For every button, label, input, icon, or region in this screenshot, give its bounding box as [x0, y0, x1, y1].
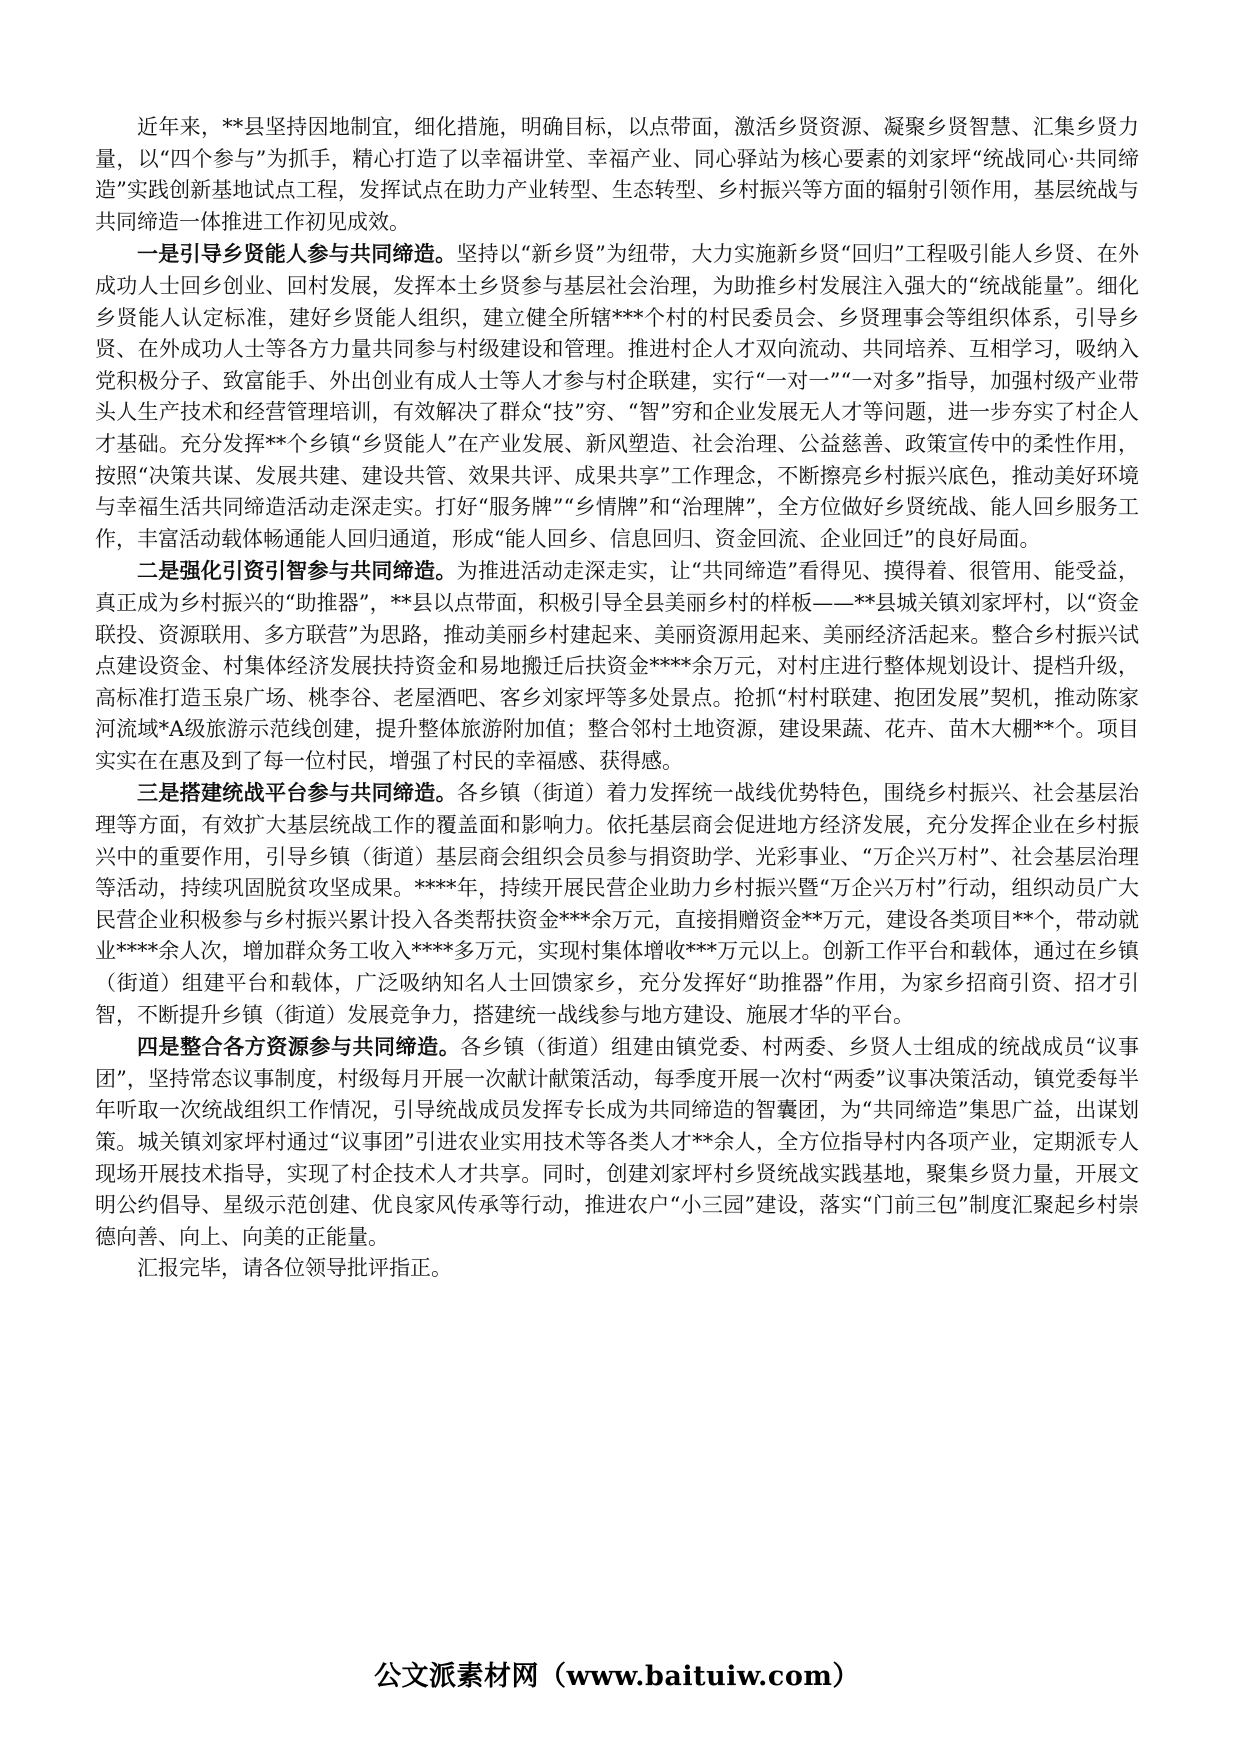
footer-watermark: 公文派素材网（www.baituiw.com） [374, 1661, 860, 1692]
paragraph-text: 为推进活动走深走实，让“共同缔造”看得见、摸得着、很管用、能受益，真正成为乡村振兴的“助推器”，**县以点带面，积极引导全县美丽乡村的样板——**县城关镇刘家坪村，以“资金联投、资源联用、多方联营”为思路，推动美丽乡村建起来、美丽资源用起来、美丽经济活起来。整合乡村振兴试点建设资金、村集体经济发展扶持资金和易地搬迁后扶资金****余万元，对村庄进行整体规划设计、提档升级，高标准打造玉泉广场、桃李谷、老屋酒吧、客乡刘家坪等多处景点。抢抓“村村联建、抱团发展”契机，推动陈家河流域*A级旅游示范线创建，提升整体旅游附加值；整合邻村土地资源，建设果蔬、花卉、苗木大棚**个。项目实实在在惠及到了每一位村民，增强了村民的幸福感、获得感。 [95, 559, 1139, 773]
intro-paragraph [95, 112, 1139, 238]
paragraph-text: 各乡镇（街道）着力发挥统一战线优势特色，围绕乡村振兴、社会基层治理等方面，有效扩大基层统战工作的覆盖面和影响力。依托基层商会促进地方经济发展，充分发挥企业在乡村振兴中的重要作用，引导乡镇（街道）基层商会组织会员参与捐资助学、光彩事业、“万企兴万村”、社会基层治理等活动，持续巩固脱贫攻坚成果。****年，持续开展民营企业助力乡村振兴暨“万企兴万村”行动，组织动员广大民营企业积极参与乡村振兴累计投入各类帮扶资金***余万元，直接捐赠资金**万元，建设各类项目**个，带动就业****余人次，增加群众务工收入****多万元，实现村集体增收***万元以上。创新工作平台和载体，通过在乡镇（街道）组建平台和载体，广泛吸纳知名人士回馈家乡，充分发挥好“助推器”作用，为家乡招商引资、招才引智，不断提升乡镇（街道）发展竞争力，搭建统一战线参与地方建设、施展才华的平台。 [95, 781, 1139, 1027]
section-2-paragraph [95, 555, 1139, 777]
paragraph-text: 近年来，**县坚持因地制宜，细化措施，明确目标，以点带面，激活乡贤资源、凝聚乡贤智慧、汇集乡贤力量，以“四个参与”为抓手，精心打造了以幸福讲堂、幸福产业、同心驿站为核心要素的刘家坪“统战同心·共同缔造”实践创新基地试点工程，发挥试点在助力产业转型、生态转型、乡村振兴等方面的辐射引领作用，基层统战与共同缔造一体推进工作初见成效。 [95, 115, 1139, 234]
paragraph-text: 坚持以“新乡贤”为纽带，大力实施新乡贤“回归”工程吸引能人乡贤、在外成功人士回乡创业、回村发展，发挥本土乡贤参与基层社会治理，为助推乡村发展注入强大的“统战能量”。细化乡贤能人认定标准，建好乡贤能人组织，建立健全所辖***个村的村民委员会、乡贤理事会等组织体系，引导乡贤、在外成功人士等各方力量共同参与村级建设和管理。推进村企人才双向流动、共同培养、互相学习，吸纳入党积极分子、致富能手、外出创业有成人士等人才参与村企联建，实行“一对一”“一对多”指导，加强村级产业带头人生产技术和经营管理培训，有效解决了群众“技”穷、“智”穷和企业发展无人才等问题，进一步夯实了村企人才基础。充分发挥**个乡镇“乡贤能人”在产业发展、新风塑造、社会治理、公益慈善、政策宣传中的柔性作用，按照“决策共谋、发展共建、建设共管、效果共评、成果共享”工作理念，不断擦亮乡村振兴底色，推动美好环境与幸福生活共同缔造活动走深走实。打好“服务牌”“乡情牌”和“治理牌”，全方位做好乡贤统战、能人回乡服务工作，丰富活动载体畅通能人回归通道，形成“能人回乡、信息回归、资金回流、企业回迁”的良好局面。 [95, 242, 1139, 551]
paragraph-text: 汇报完毕，请各位领导批评指正。 [137, 1256, 452, 1281]
section-3-heading: 三是搭建统战平台参与共同缔造。 [137, 780, 457, 806]
document-body [95, 112, 1139, 1285]
section-1-paragraph [95, 238, 1139, 555]
section-4-heading: 四是整合各方资源参与共同缔造。 [137, 1034, 461, 1060]
closing-paragraph [95, 1253, 1139, 1285]
section-3-paragraph [95, 777, 1139, 1031]
paragraph-text: 各乡镇（街道）组建由镇党委、村两委、乡贤人士组成的统战成员“议事团”，坚持常态议事制度，村级每月开展一次献计献策活动，每季度开展一次村“两委”议事决策活动，镇党委每半年听取一次统战组织工作情况，引导统战成员发挥专长成为共同缔造的智囊团，为“共同缔造”集思广益，出谋划策。城关镇刘家坪村通过“议事团”引进农业实用技术等各类人才**余人，全方位指导村内各项产业，定期派专人现场开展技术指导，实现了村企技术人才共享。同时，创建刘家坪村乡贤统战实践基地，聚集乡贤力量，开展文明公约倡导、星级示范创建、优良家风传承等行动，推进农户“小三园”建设，落实“门前三包”制度汇聚起乡村崇德向善、向上、向美的正能量。 [95, 1035, 1140, 1249]
section-4-paragraph [95, 1031, 1139, 1253]
section-2-heading: 二是强化引资引智参与共同缔造。 [137, 558, 457, 584]
section-1-heading: 一是引导乡贤能人参与共同缔造。 [137, 241, 457, 267]
